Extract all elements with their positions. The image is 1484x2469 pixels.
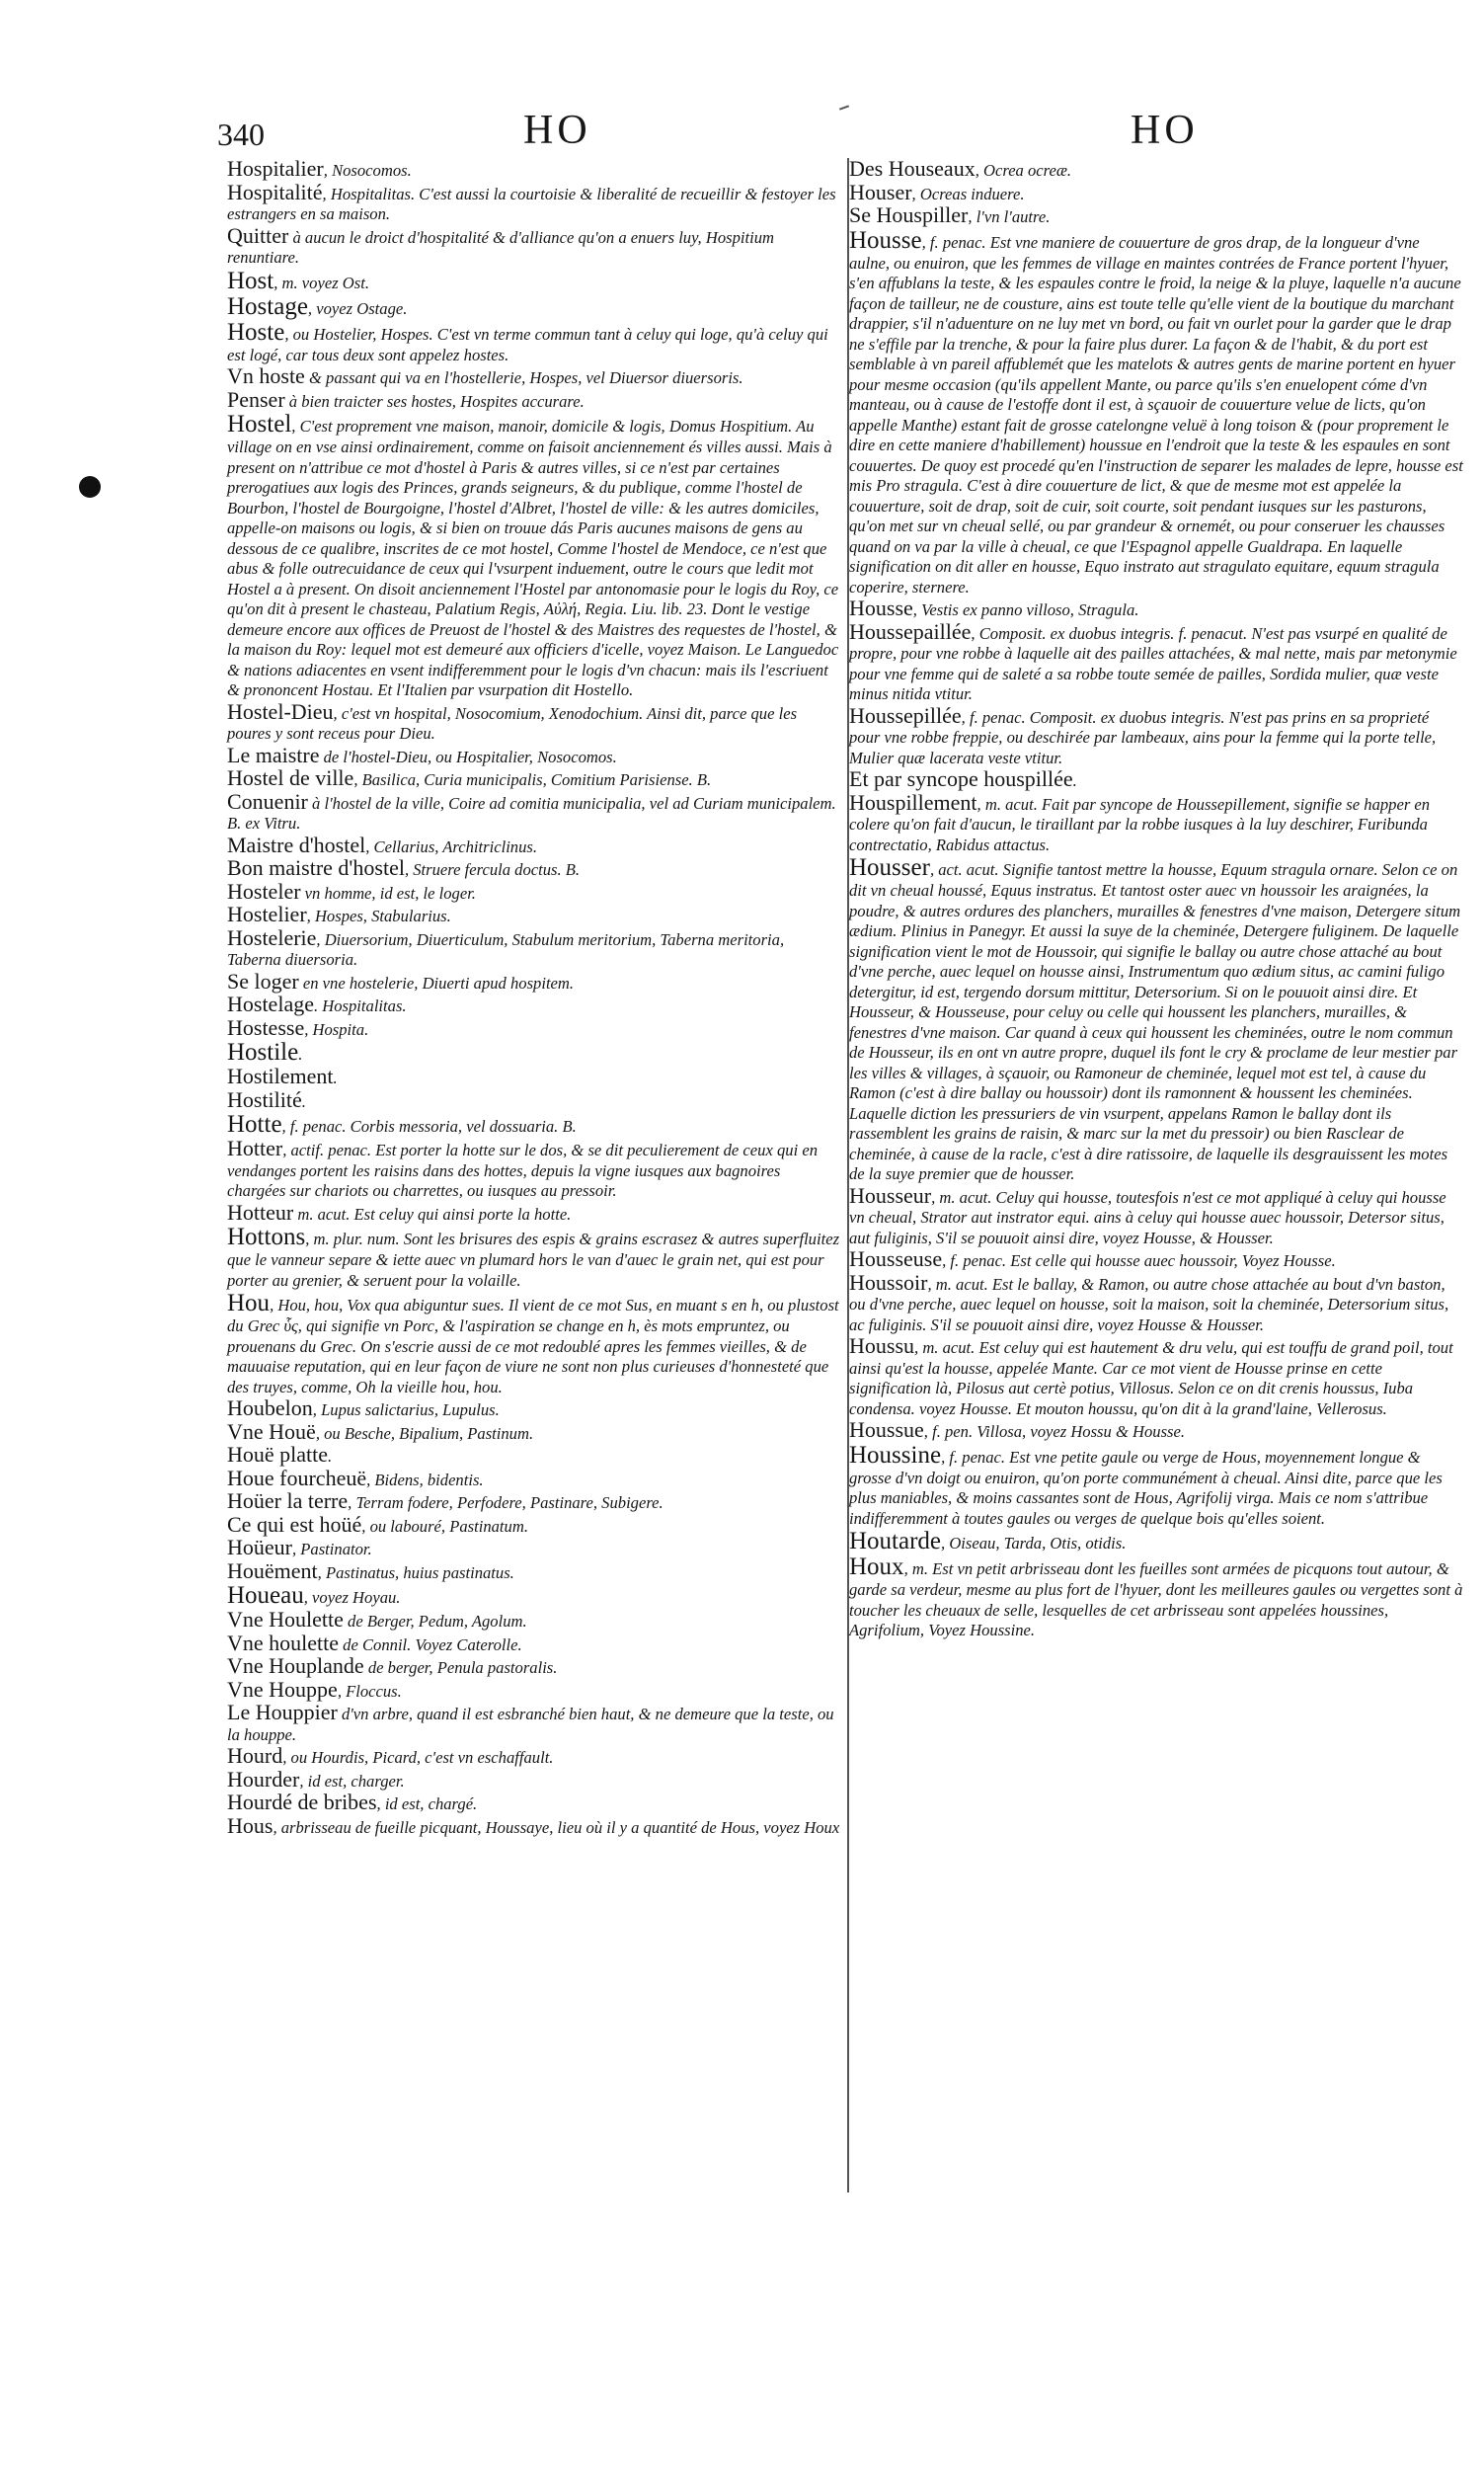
entry-headword: Hospitalier bbox=[227, 156, 324, 181]
entry-headword: Hotteur bbox=[227, 1199, 294, 1225]
entry-headword: Vn hoste bbox=[227, 363, 305, 388]
dictionary-entry bbox=[227, 1630, 841, 1656]
entry-definition: , Vestis ex panno villoso, Stragula. bbox=[912, 600, 1139, 619]
dictionary-entry bbox=[227, 1465, 841, 1491]
dictionary-entry bbox=[227, 968, 841, 995]
entry-definition: , Hospes, Stabularius. bbox=[306, 907, 451, 925]
dictionary-entry bbox=[227, 1766, 841, 1792]
entry-definition: , m. acut. Fait par syncope de Houssepillement, signifie se happer en colere qu'on fait d'aucun, le tiraillant par la robbe iusques à la luy deschirer, Furibunda contrectatio, Rabidus attactus. bbox=[849, 794, 1431, 854]
entry-definition: , Composit. ex duobus integris. f. penacut. N'est pas vsurpé en qualité de propre, pour vne robbe à laquelle ait des pailles attachées, & mal nette, mais par metonymie pour vne femme qui de saleté a sa robbe toute semée de pailles, Sordida mulier, quæ veste minus nitida vtitur. bbox=[849, 623, 1457, 703]
entry-headword: Hourd bbox=[227, 1743, 283, 1768]
entry-headword: Hostelier bbox=[227, 902, 307, 926]
dictionary-entry bbox=[227, 1792, 841, 1815]
entry-definition: , m. plur. num. Sont les brisures des espis & grains escrasez & autres superfluitez que le vanneur separe & iette auec vn plumard hors le van d'auec le grain net, qui est pour porter au grenier, & seruent pour la volaille. bbox=[227, 1230, 840, 1290]
entry-headword: Houssine bbox=[849, 1441, 942, 1469]
entry-headword: Hous bbox=[227, 1812, 273, 1838]
dictionary-entry bbox=[227, 1745, 841, 1769]
dictionary-entry bbox=[227, 742, 841, 768]
entry-definition: , arbrisseau de fueille picquant, Houssaye, lieu où il y a quantité de Hous, voyez Houx bbox=[273, 1817, 840, 1837]
entry-headword: Hoste bbox=[227, 318, 285, 346]
dictionary-entry bbox=[227, 767, 841, 791]
dictionary-entry bbox=[227, 1444, 841, 1468]
entry-headword: Houssepaillée bbox=[849, 618, 972, 644]
entry-definition: , Hospita. bbox=[304, 1019, 369, 1039]
entry-headword: Houtarde bbox=[849, 1528, 942, 1554]
entry-headword: Houeau bbox=[227, 1582, 304, 1609]
dictionary-entry bbox=[227, 857, 841, 881]
entry-definition: d'vn arbre, quand il est esbranché bien haut, & ne demeure que la teste, ou la houppe. bbox=[227, 1705, 834, 1744]
dictionary-entry bbox=[227, 1812, 841, 1839]
entry-headword: Penser bbox=[227, 386, 285, 412]
entry-headword: Vne Houlette bbox=[227, 1607, 344, 1632]
dictionary-entry bbox=[227, 1583, 841, 1609]
entry-definition: , Hospitalitas. C'est aussi la courtoisie & liberalité de recueillir & festoyer les estrangers en sa maison. bbox=[227, 184, 836, 223]
entry-headword: Housse bbox=[849, 596, 913, 620]
entry-definition: m. acut. Est celuy qui ainsi porte la hotte. bbox=[293, 1204, 572, 1224]
dictionary-entry bbox=[849, 1182, 1463, 1249]
entry-definition: de l'hostel-Dieu, ou Hospitalier, Nosocomos. bbox=[319, 747, 617, 766]
dictionary-entry bbox=[227, 1199, 841, 1226]
dictionary-entry bbox=[849, 1443, 1463, 1530]
dictionary-entry bbox=[227, 1609, 841, 1633]
dictionary-entry bbox=[227, 1702, 841, 1745]
dictionary-entry bbox=[849, 1554, 1463, 1641]
entry-definition: , C'est proprement vne maison, manoir, domicile & logis, Domus Hospitium. Au village on en vse ainsi ordinairement, comme on faisoit anciennement és villes aussi. Mais à present on n'attribue ce mot d'hostel à Paris & autres villes, si ce n'est par certaines prerogatiues aux logis des Princes, grands seigneurs, & du publique, comme l'hostel de Bourbon, l'hostel de Bourgoigne, l'hostel d'Albret, l'hostel de ville: & les autres domiciles, appelle-on maisons ou logis, & si bien on trouue dás Paris aucunes maisons de gens au dessous de ce qualibre, inscrites de ce mot hostel, Comme l'hostel de Mendoce, ce n'est que abus & folle outrecuidance de ceux qui l'vsurpent induement, outre le cours que ledit mot Hostel a à present. On disoit anciennement l'Hostel par antonomasie pour le logis du Roy, ce qu'on dit à present le chasteau, Palatium Regis, Αὐλή, Regia. Liu. lib. 23. Dont le vestige demeure encore aux offices de Preuost de l'hostel & des Maistres des requestes de l'hostel, & la maison du Roy: lequel mot est demeuré aux officiers d'icelle, voyez Maison. Le Languedoc & nations adiacentes en vsent indifferemment pour le logis d'vn chacun: mais ils l'escriuent & prononcent Hostau. Et l'Italien par vsurpation dit Hostello. bbox=[227, 417, 839, 699]
dictionary-entry bbox=[227, 994, 841, 1017]
right-column bbox=[849, 158, 1463, 1641]
entry-headword: Vne Houë bbox=[227, 1418, 316, 1444]
entry-headword: Houx bbox=[849, 1553, 904, 1580]
entry-headword: Conuenir bbox=[227, 788, 308, 814]
entry-definition: vn homme, id est, le loger. bbox=[300, 883, 476, 903]
dictionary-entry bbox=[227, 1112, 841, 1138]
entry-definition: . bbox=[328, 1447, 333, 1466]
entry-headword: Hostile bbox=[227, 1039, 299, 1066]
entry-definition: , id est, chargé. bbox=[376, 1794, 478, 1813]
entry-definition: , Bidens, bidentis. bbox=[366, 1470, 484, 1489]
entry-headword: Hostel-Dieu bbox=[227, 698, 334, 724]
entry-headword: Hostel bbox=[227, 411, 292, 438]
entry-definition: , f. penac. Est vne petite gaule ou verge de Hous, moyennement longue & grosse d'vn doigt ou enuiron, qu'on porte communément à cheual. Ainsi dite, parce que les plus maniables, & moins cassantes sont de Hous, Agrifolij virga. Mais ce nom s'attribue indifferemment à toutes gaules ou verges de quelque bois qu'elles soient. bbox=[849, 1447, 1443, 1528]
dictionary-entry bbox=[227, 788, 841, 835]
dictionary-entry bbox=[227, 1490, 841, 1514]
entry-headword: Hoüeur bbox=[227, 1535, 292, 1559]
dictionary-entry bbox=[227, 924, 841, 971]
dictionary-entry bbox=[849, 789, 1463, 856]
entry-headword: Le Houppier bbox=[227, 1700, 338, 1724]
ink-blot bbox=[79, 476, 101, 498]
running-header-left: HO bbox=[523, 108, 591, 153]
entry-headword: Hotter bbox=[227, 1136, 283, 1160]
dictionary-entry bbox=[227, 1511, 841, 1538]
entry-headword: Housse bbox=[849, 226, 922, 254]
entry-headword: Se Houspiller bbox=[849, 202, 969, 227]
dictionary-entry bbox=[227, 878, 841, 905]
entry-definition: , Lupus salictarius, Lupulus. bbox=[312, 1400, 500, 1419]
entry-headword: Houbelon bbox=[227, 1395, 313, 1420]
entry-headword: Et par syncope houspillée bbox=[849, 766, 1073, 791]
dictionary-entry bbox=[227, 1557, 841, 1584]
entry-headword: Houssoir bbox=[849, 1269, 928, 1295]
entry-headword: Hostilité bbox=[227, 1086, 302, 1112]
entry-definition: à aucun le droict d'hospitalité & d'alliance qu'on a enuers luy, Hospitium renuntiare. bbox=[227, 227, 774, 267]
entry-headword: Se loger bbox=[227, 968, 299, 994]
entry-headword: Des Houseaux bbox=[849, 156, 976, 181]
dictionary-entry bbox=[227, 1225, 841, 1291]
entry-definition: à bien traicter ses hostes, Hospites accurare. bbox=[284, 391, 585, 411]
entry-headword: Housseuse bbox=[849, 1246, 943, 1271]
entry-definition: , ou Hourdis, Picard, c'est vn eschaffault. bbox=[282, 1748, 554, 1767]
entry-definition: , Diuersorium, Diuerticulum, Stabulum meritorium, Taberna meritoria, Taberna diuersoria. bbox=[227, 929, 785, 969]
dictionary-entry bbox=[849, 768, 1463, 792]
entry-headword: Host bbox=[227, 267, 274, 294]
dictionary-entry bbox=[227, 412, 841, 701]
entry-headword: Houë platte bbox=[227, 1442, 329, 1467]
entry-definition: , Pastinator. bbox=[291, 1540, 372, 1558]
dictionary-entry bbox=[849, 204, 1463, 228]
entry-headword: Hostage bbox=[227, 292, 308, 320]
dictionary-entry bbox=[849, 597, 1463, 621]
entry-headword: Maistre d'hostel bbox=[227, 832, 366, 857]
entry-headword: Le maistre bbox=[227, 742, 320, 767]
dictionary-entry bbox=[227, 1655, 841, 1679]
dictionary-entry bbox=[227, 1418, 841, 1445]
entry-definition: , voyez Ostage. bbox=[307, 298, 408, 318]
dictionary-entry bbox=[227, 1014, 841, 1041]
entry-headword: Vne Houplande bbox=[227, 1653, 364, 1678]
dictionary-entry bbox=[849, 618, 1463, 705]
entry-definition: en vne hostelerie, Diuerti apud hospitem. bbox=[298, 973, 575, 993]
entry-headword: Hourdé de bribes bbox=[227, 1790, 377, 1814]
entry-headword: Bon maistre d'hostel bbox=[227, 855, 405, 880]
entry-definition: , Cellarius, Architriclinus. bbox=[365, 836, 537, 856]
dictionary-entry bbox=[227, 1040, 841, 1066]
left-column bbox=[227, 158, 841, 1838]
running-header-right: HO bbox=[1131, 108, 1199, 153]
entry-definition: , f. penac. Est vne maniere de couuerture de gros drap, de la longueur d'vne aulne, ou enuiron, que les femmes de village en maintes contrées de France portent l'hyuer, s'en affublans la teste, & les espaules contre le froid, la neige & la pluye, laquelle n'a aucune façon de tailleur, ne de cousture, ains est toute telle qu'elle vient de la boutique du marchant drappier, s'il n'aduenture on ne luy met vn bord, ou fait vn ourlet pour la garder que le drap ne s'effile par la trenche, & pour la faire plus durer. La façon & de l'habit, & du port est semblable à vn pareil affublemét que les matelots & autres gents de marine portent en hyuer pour mesme occasion (qu'ils appellent Mante, ou parce qu'ils s'en enuelopent cóme d'vn manteau, ou à cause de l'estoffe dont il est, à sçauoir de couuerture velue de licts, qu'on appelle Manthe) estant fait de grosse catelongne veluë à long toison & (pour proprement le dire en cette maniere d'habillement) houssue en l'endroit que la teste & les espaules en sont couuertes. De quoy est procedé qu'en l'instruction de separer les malades de lepre, housse est mis Pro stragula. C'est à dire couuerture de lict, & que de mesme mot est appelée la couuerture, soit de drap, soit de cuir, soit courte, soit pendant iusques sur les pasturons, qu'on met sur vn cheual sellé, ou par grandeur & ornemét, ou pour conseruer les chausses quand on va par la ville à cheual, ce que l'Espagnol appelle Gualdrapa. En laquelle signification on dit aller en housse, Equo instrato aut stragulato equitare, equum stragula coperire, sternere. bbox=[849, 232, 1463, 597]
entry-definition: & passant qui va en l'hostellerie, Hospes, vel Diuersor diuersoris. bbox=[304, 368, 743, 387]
entry-definition: , c'est vn hospital, Nosocomium, Xenodochium. Ainsi dit, parce que les poures y sont receus pour Dieu. bbox=[227, 703, 798, 743]
dictionary-entry bbox=[227, 1086, 841, 1113]
entry-definition: , m. acut. Est celuy qui est hautement & dru velu, qui est touffu de grand poil, tout ainsi qu'est la housse, appelée Mante. Car ce mot vient de Housse prinse en cette signification là, Pilosus aut certè potius, Villosus. Selon ce on dit crenis houssus, Iuba condensa. voyez Housse. Et mouton houssu, qu'on dit à la grand'laine, Vellerosus. bbox=[849, 1338, 1453, 1418]
entry-definition: de berger, Penula pastoralis. bbox=[363, 1658, 558, 1677]
dictionary-entry bbox=[227, 365, 841, 389]
dictionary-entry bbox=[227, 386, 841, 413]
dictionary-entry bbox=[227, 294, 841, 320]
entry-definition: , m. acut. Celuy qui housse, toutesfois n'est ce mot appliqué à celuy qui housse vn cheual, Strator aut instrator equi. ains à celuy qui housse auec houssoir, Detersor situs, aut fuliginis, S'il se pouuoit ainsi dire, voyez Housse, & Housser. bbox=[849, 1187, 1446, 1247]
entry-definition: , Oiseau, Tarda, Otis, otidis. bbox=[941, 1534, 1127, 1553]
entry-definition: . Hospitalitas. bbox=[313, 996, 407, 1015]
dictionary-entry bbox=[849, 228, 1463, 598]
entry-headword: Hou bbox=[227, 1290, 271, 1316]
entry-definition: . bbox=[301, 1091, 306, 1111]
page-number: 340 bbox=[217, 117, 265, 152]
dictionary-entry bbox=[849, 1335, 1463, 1419]
dictionary-entry bbox=[227, 1676, 841, 1703]
dictionary-entry bbox=[849, 855, 1463, 1185]
entry-definition: , Ocreas induere. bbox=[911, 184, 1025, 203]
dictionary-entry bbox=[849, 702, 1463, 769]
entry-definition: , l'vn l'autre. bbox=[968, 207, 1051, 226]
dictionary-entry bbox=[849, 1529, 1463, 1554]
entry-headword: Vne Houppe bbox=[227, 1676, 338, 1702]
entry-definition: , Floccus. bbox=[337, 1681, 402, 1701]
entry-headword: Houëment bbox=[227, 1557, 318, 1583]
dictionary-entry bbox=[227, 1537, 841, 1560]
entry-headword: Vne houlette bbox=[227, 1630, 340, 1655]
entry-headword: Hospitalité bbox=[227, 179, 323, 204]
dictionary-entry bbox=[227, 698, 841, 745]
entry-headword: Hostelage bbox=[227, 992, 314, 1016]
entry-definition: , voyez Hoyau. bbox=[303, 1588, 401, 1607]
entry-definition: , f. penac. Corbis messoria, vel dossuaria. B. bbox=[281, 1117, 577, 1136]
entry-definition: de Berger, Pedum, Agolum. bbox=[343, 1612, 527, 1631]
entry-definition: , m. Est vn petit arbrisseau dont les fueilles sont armées de picquons tout autour, & garde sa verdeur, mesme au plus fort de l'hyuer, dont les meilleures gaules ou vergettes sont à toucher les cheuaux de selle, lesquelles de cet arbrisseau sont appelées houssines, Agrifolium, Voyez Houssine. bbox=[849, 1559, 1463, 1639]
entry-headword: Hostilement bbox=[227, 1064, 334, 1088]
dictionary-entry bbox=[227, 158, 841, 182]
dictionary-entry bbox=[227, 1066, 841, 1089]
dictionary-entry bbox=[227, 1138, 841, 1202]
entry-definition: , Pastinatus, huius pastinatus. bbox=[317, 1562, 514, 1582]
entry-definition: , m. acut. Est le ballay, & Ramon, ou autre chose attachée au bout d'vn baston, ou d'vne perche, auec lequel on housse, soit la maison, soit la cheminée, Detersorium situs, ac fuliginis. S'il se pouuoit ainsi dire, voyez Housse & Housser. bbox=[849, 1274, 1449, 1334]
entry-definition: , f. pen. Villosa, voyez Hossu & Housse. bbox=[923, 1422, 1186, 1441]
dictionary-entry bbox=[227, 832, 841, 858]
entry-definition: , f. penac. Composit. ex duobus integris. N'est pas prins en sa proprieté pour vne robbe freppie, ou deschirée par lambeaux, ains pour la femme qui la porte telle, Mulier quæ lacerata veste vtitur. bbox=[849, 707, 1437, 767]
entry-definition: , Basilica, Curia municipalis, Comitium Parisiense. B. bbox=[353, 770, 712, 789]
entry-definition: , Struere fercula doctus. B. bbox=[404, 860, 581, 879]
entry-headword: Hostelerie bbox=[227, 924, 317, 950]
dictionary-entry bbox=[849, 1248, 1463, 1272]
dictionary-entry bbox=[849, 1419, 1463, 1443]
entry-definition: . bbox=[1072, 771, 1077, 790]
entry-definition: , id est, charger. bbox=[299, 1771, 405, 1791]
entry-definition: , Terram fodere, Perfodere, Pastinare, Subigere. bbox=[348, 1493, 664, 1512]
entry-definition: , m. voyez Ost. bbox=[273, 273, 370, 292]
entry-definition: , f. penac. Est celle qui housse auec houssoir, Voyez Housse. bbox=[942, 1251, 1336, 1270]
entry-headword: Hoüer la terre bbox=[227, 1488, 349, 1513]
dictionary-entry bbox=[849, 158, 1463, 182]
dictionary-entry bbox=[849, 179, 1463, 205]
entry-headword: Houssue bbox=[849, 1417, 924, 1442]
entry-headword: Houssepillée bbox=[849, 702, 962, 728]
entry-definition: , ou Besche, Bipalium, Pastinum. bbox=[315, 1423, 534, 1443]
entry-headword: Housseur bbox=[849, 1182, 932, 1208]
entry-definition: à l'hostel de la ville, Coire ad comitia municipalia, vel ad Curiam municipalem. B. ex Vitru. bbox=[227, 793, 836, 833]
entry-headword: Hostesse bbox=[227, 1014, 305, 1040]
dictionary-entry bbox=[227, 222, 841, 269]
dictionary-entry bbox=[849, 1269, 1463, 1336]
entry-definition: , Nosocomos. bbox=[323, 161, 412, 180]
entry-headword: Houspillement bbox=[849, 789, 977, 815]
entry-headword: Hourder bbox=[227, 1766, 300, 1792]
entry-headword: Hostel de ville bbox=[227, 765, 354, 790]
entry-headword: Housser bbox=[849, 854, 930, 881]
entry-headword: Houssu bbox=[849, 1333, 915, 1358]
entry-headword: Quitter bbox=[227, 222, 289, 248]
printer-mark bbox=[839, 105, 849, 110]
entry-headword: Houser bbox=[849, 179, 912, 204]
entry-definition: . bbox=[333, 1069, 338, 1087]
entry-headword: Hotte bbox=[227, 1111, 282, 1138]
dictionary-entry bbox=[227, 1291, 841, 1397]
entry-definition: . bbox=[298, 1045, 303, 1064]
entry-definition: , act. acut. Signifie tantost mettre la housse, Equum stragula ornare. Selon ce on dit vn cheual houssé, Equus instratus. Et tantost oster auec vn houssoir les araignées, la poudre, & autres ordures des planchers, murailles & fenestres d'vne maison, Detergere situm ædium. Plinius in Panegyr. Et aussi la suye de la cheminée, Detergere fuliginem. De laquelle signification vient le mot de Houssoir, qui signifie le ballay ou autre chose attaché au bout d'vne perche, auec lequel on housse ainsi, Instrumentum quo ædium situs, ac camini fuligo detergitur, id est, tergendo dorsum mittitur, Detersorium. Si on le pouuoit ainsi dire. Et Housseur, & Housseuse, pour celuy ou celle qui houssent les planchers, murailles, & fenestres d'vne maison. Car quand à ceux qui houssent les cheminées, outre le nom commun de Housseur, ils en ont vn autre propre, duquel ils font le cry & proclame de leur mestier par les villes & villages, à sçauoir, ou Ramoneur de cheminée, lequel mot est tel, à cause du Ramon (c'est à dire ballay ou houssoir) dont ils ramonnent & houssent les cheminées. Laquelle diction les pressuriers de vin vsurpent, appelans Ramon le ballay dont ils rassemblent les grains de raisin, & marc sur la met du pressoir) ou bien Rasclear de cheminée, à cause de la racle, c'est à dire ratissoire, de laquelle ils desgrauissent les motes de la suye premier que de housser. bbox=[849, 860, 1461, 1183]
dictionary-entry bbox=[227, 179, 841, 225]
entry-headword: Ce qui est hoüé bbox=[227, 1511, 362, 1537]
entry-headword: Hottons bbox=[227, 1224, 306, 1250]
entry-definition: , Hou, hou, Vox qua abiguntur sues. Il vient de ce mot Sus, en muant s en h, ou plustost du Grec ὗς, qui signifie vn Porc, & l'aspiration se change en h, ès mots empruntez, ou prouenans du Grec. On s'escrie aussi de ce mot redoublé apres les femmes vieilles, & de mauuaise reputation, qui en leur façon de viure ne sont non plus curieuses d'honnesteté que des truyes, comme, Oh la vieille hou, hou. bbox=[227, 1296, 839, 1396]
entry-definition: , ou labouré, Pastinatum. bbox=[361, 1516, 528, 1536]
entry-headword: Hosteler bbox=[227, 878, 301, 904]
entry-definition: de Connil. Voyez Caterolle. bbox=[339, 1634, 522, 1654]
dictionary-entry bbox=[227, 904, 841, 927]
entry-definition: , actif. penac. Est porter la hotte sur le dos, & se dit peculierement de ceux qui en vendanges portent les raisins dans des hottes, depuis la vigne iusques aux bagnoires chargées sur chariots ou charrettes, ou iusques au pressoir. bbox=[227, 1141, 818, 1200]
entry-definition: , Ocrea ocreæ. bbox=[975, 161, 1072, 180]
dictionary-entry bbox=[227, 320, 841, 366]
dictionary-entry bbox=[227, 269, 841, 294]
entry-definition: , ou Hostelier, Hospes. C'est vn terme commun tant à celuy qui loge, qu'à celuy qui est logé, car tous deux sont appelez hostes. bbox=[227, 324, 828, 364]
dictionary-entry bbox=[227, 1397, 841, 1421]
entry-headword: Houe fourcheuë bbox=[227, 1465, 367, 1490]
